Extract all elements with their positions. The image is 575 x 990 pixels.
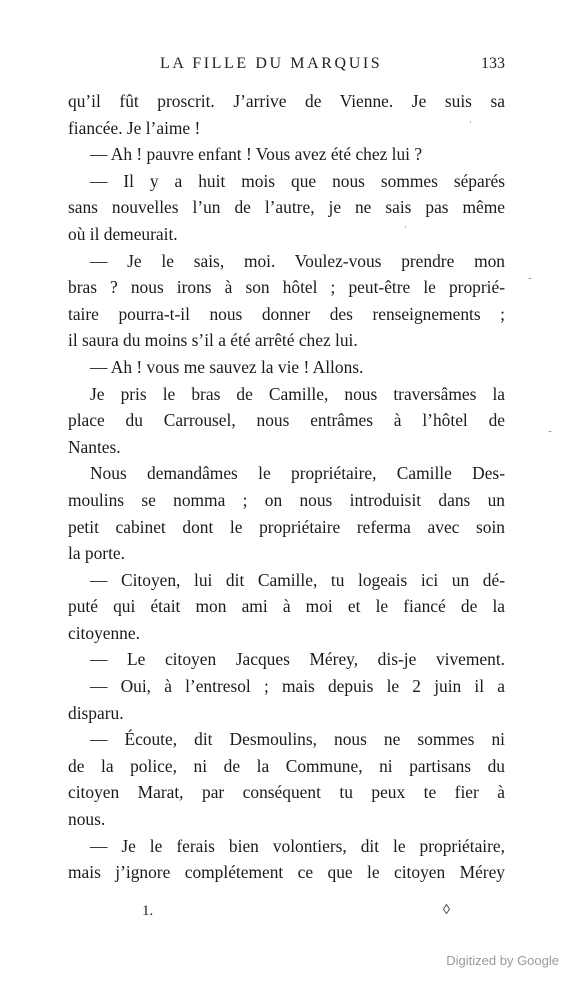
text-line: Nous demandâmes le propriétaire, Camille Des- <box>90 463 505 484</box>
page-number: 133 <box>481 55 505 72</box>
text-line: qu’il fût proscrit. J’arrive de Vienne. Je suis sa <box>68 91 505 111</box>
text-line: Je pris le bras de Camille, nous traversâmes la <box>90 383 505 404</box>
ink-speck: - <box>528 272 532 284</box>
text-line: Nantes. <box>68 436 121 457</box>
text-line: — Ah ! vous me sauvez la vie ! Allons. <box>90 356 364 377</box>
text-line: de la police, ni de la Commune, ni partisans du <box>68 755 505 776</box>
body-text <box>68 88 505 886</box>
text-line: mais j’ignore complétement ce que le citoyen Mérey <box>68 862 505 883</box>
text-line: citoyenne. <box>68 622 140 643</box>
text-line: citoyen Marat, par conséquent tu peux te fier à <box>68 782 505 803</box>
running-title: LA FILLE DU MARQUIS <box>160 55 383 72</box>
ink-speck: ◊ <box>443 903 450 918</box>
text-line: bras ? nous irons à son hôtel ; peut-être le proprié- <box>68 277 505 298</box>
text-line: nous. <box>68 809 106 830</box>
text-line: moulins se nomma ; on nous introduisit dans un <box>68 489 505 510</box>
text-line: place du Carrousel, nous entrâmes à l’hôtel de <box>68 410 505 431</box>
text-line: — Je le sais, moi. Voulez-vous prendre mon <box>90 250 505 271</box>
text-line: la porte. <box>68 543 125 564</box>
text-line: taire pourra-t-il nous donner des renseignements ; <box>68 303 505 324</box>
text-line: sans nouvelles l’un de l’autre, je ne sais pas même <box>68 197 505 218</box>
text-line: — Citoyen, lui dit Camille, tu logeais ici un dé- <box>90 569 505 590</box>
page-header <box>68 55 505 77</box>
text-line: — Le citoyen Jacques Mérey, dis-je vivement. <box>90 649 505 670</box>
text-line: — Il y a huit mois que nous sommes séparés <box>90 170 505 191</box>
ink-speck: · <box>404 222 407 232</box>
watermark: Digitized by Google <box>446 953 559 968</box>
text-line: — Je le ferais bien volontiers, dit le propriétaire, <box>90 835 505 856</box>
text-line: disparu. <box>68 702 124 723</box>
text-line: — Ah ! pauvre enfant ! Vous avez été chez lui ? <box>90 144 423 165</box>
signature-mark: 1. <box>142 903 154 919</box>
text-line: puté qui était mon ami à moi et le fiancé de la <box>68 596 505 617</box>
ink-speck: - <box>548 425 552 437</box>
text-line: — Oui, à l’entresol ; mais depuis le 2 juin il a <box>90 676 505 697</box>
text-line: il saura du moins s’il a été arrêté chez lui. <box>68 330 358 351</box>
text-line: fiancée. Je l’aime ! <box>68 117 201 138</box>
ink-speck: · <box>469 117 472 127</box>
text-line: petit cabinet dont le propriétaire referma avec soin <box>68 516 505 537</box>
text-line: — Écoute, dit Desmoulins, nous ne sommes ni <box>90 729 505 750</box>
text-line: où il demeurait. <box>68 223 178 244</box>
